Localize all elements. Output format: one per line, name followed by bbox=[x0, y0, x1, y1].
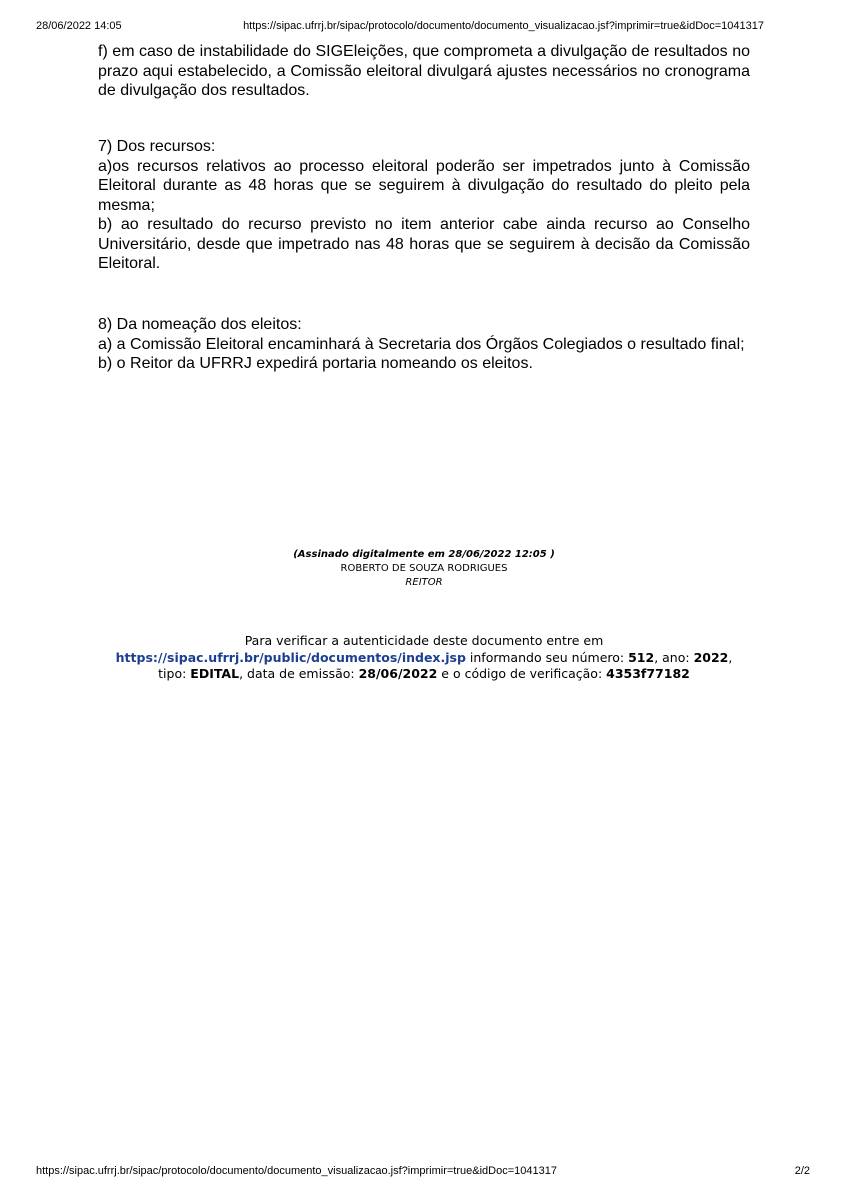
recursos-item-b: b) ao resultado do recurso previsto no item anterior cabe ainda recurso ao Conselho Universitário, desde que impetrado nas 48 horas que se seguirem à decisão da Comissão Eleitoral. bbox=[98, 216, 750, 272]
print-footer-url: https://sipac.ufrrj.br/sipac/protocolo/documento/documento_visualizacao.jsf?imprimir=true&idDoc=1041317 bbox=[36, 1165, 557, 1177]
tipo-label: , tipo: bbox=[158, 649, 733, 681]
section-item-f bbox=[98, 42, 750, 101]
verification-block bbox=[110, 633, 738, 683]
signature-date: (Assinado digitalmente em 28/06/2022 12:05 ) bbox=[293, 549, 555, 560]
print-header bbox=[36, 19, 810, 33]
nomeacao-item-a: a) a Comissão Eleitoral encaminhará à Secretaria dos Órgãos Colegiados o resultado final; bbox=[98, 335, 745, 353]
emissao-label: , data de emissão: bbox=[239, 666, 359, 681]
item-f-text: f) em caso de instabilidade do SIGEleições, que comprometa a divulgação de resultados no prazo aqui estabelecido, a Comissão eleitoral divulgará ajustes necessários no cronograma de divulgação dos resultados. bbox=[98, 43, 750, 99]
page-number: 2/2 bbox=[794, 1165, 810, 1177]
section-recursos bbox=[98, 137, 750, 274]
nomeacao-title: 8) Da nomeação dos eleitos: bbox=[98, 316, 302, 333]
doc-number: 512 bbox=[628, 649, 655, 665]
doc-type: EDITAL bbox=[190, 666, 240, 681]
signature-block bbox=[0, 548, 848, 590]
ano-label: , ano: bbox=[654, 649, 694, 665]
print-footer bbox=[36, 1164, 810, 1178]
doc-year: 2022 bbox=[693, 649, 729, 665]
verification-intro: Para verificar a autenticidade deste documento entre em bbox=[244, 633, 604, 648]
verification-code: 4353f77182 bbox=[606, 666, 690, 681]
print-datetime: 28/06/2022 14:05 bbox=[36, 20, 122, 32]
verification-link[interactable]: https://sipac.ufrrj.br/public/documentos/index.jsp bbox=[115, 649, 466, 665]
nomeacao-item-b: b) o Reitor da UFRRJ expedirá portaria nomeando os eleitos. bbox=[98, 355, 533, 372]
doc-issue-date: 28/06/2022 bbox=[358, 666, 438, 681]
section-nomeacao bbox=[98, 315, 750, 374]
recursos-item-a: a)os recursos relativos ao processo eleitoral poderão ser impetrados junto à Comissão Eleitoral durante as 48 horas que se seguirem à divulgação do resultado do pleito pela mesma; bbox=[98, 157, 750, 214]
print-header-url: https://sipac.ufrrj.br/sipac/protocolo/documento/documento_visualizacao.jsf?imprimir=true&idDoc=1041317 bbox=[243, 20, 764, 32]
signer-name: ROBERTO DE SOUZA RODRIGUES bbox=[340, 563, 508, 574]
numero-label: informando seu número: bbox=[465, 649, 629, 665]
recursos-title: 7) Dos recursos: bbox=[98, 138, 216, 155]
signer-role: REITOR bbox=[405, 577, 443, 588]
codigo-label: e o código de verificação: bbox=[437, 666, 607, 681]
